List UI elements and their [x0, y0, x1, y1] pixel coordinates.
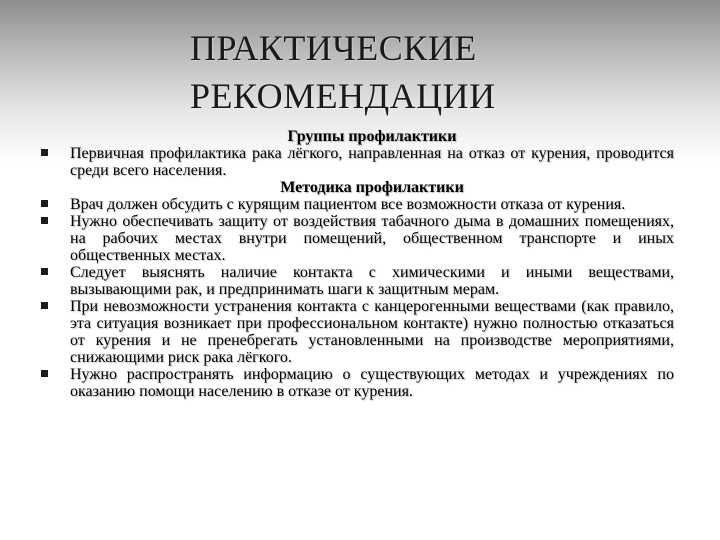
list-item	[38, 366, 674, 400]
square-bullet-icon	[41, 370, 48, 377]
list-item-text: Врач должен обсудить с курящим пациентом все возможности отказа от курения.	[70, 196, 626, 213]
slide-body	[38, 128, 674, 400]
list-item	[38, 145, 674, 179]
square-bullet-icon	[41, 217, 48, 224]
list-item	[38, 196, 674, 213]
list-item-text: Первичная профилактика рака лёгкого, направленная на отказ от курения, проводится среди всего населения.	[70, 145, 674, 179]
square-bullet-icon	[41, 200, 48, 207]
list-item	[38, 264, 674, 298]
list-item-text: Нужно распространять информацию о существующих методах и учреждениях по оказанию помощи населению в отказе от курения.	[70, 366, 674, 400]
section-heading-method: Методика профилактики	[280, 179, 464, 196]
list-item	[38, 298, 674, 366]
square-bullet-icon	[41, 268, 48, 275]
square-bullet-icon	[41, 302, 48, 309]
title-line-2: РЕКОМЕНДАЦИИ	[190, 76, 496, 116]
square-bullet-icon	[41, 149, 48, 156]
section-heading-groups: Группы профилактики	[287, 128, 457, 145]
list-item	[38, 213, 674, 264]
slide-title	[190, 24, 590, 120]
list-item-text: Следует выяснять наличие контакта с химическими и иными веществами, вызывающими рак, и предпринимать шаги к защитным мерам.	[70, 264, 674, 298]
list-item-text: Нужно обеспечивать защиту от воздействия табачного дыма в домашних помещениях, на рабочих местах внутри помещений, общественном транспорте и иных общественных местах.	[70, 213, 674, 264]
list-item-text: При невозможности устранения контакта с канцерогенными веществами (как правило, эта ситуация возникает при профессиональном контакте) нужно полностью отказаться от курения и не пренебрегать установленными на производстве мероприятиями, снижающими риск рака лёгкого.	[70, 298, 674, 366]
title-line-1: ПРАКТИЧЕСКИЕ	[190, 28, 477, 68]
